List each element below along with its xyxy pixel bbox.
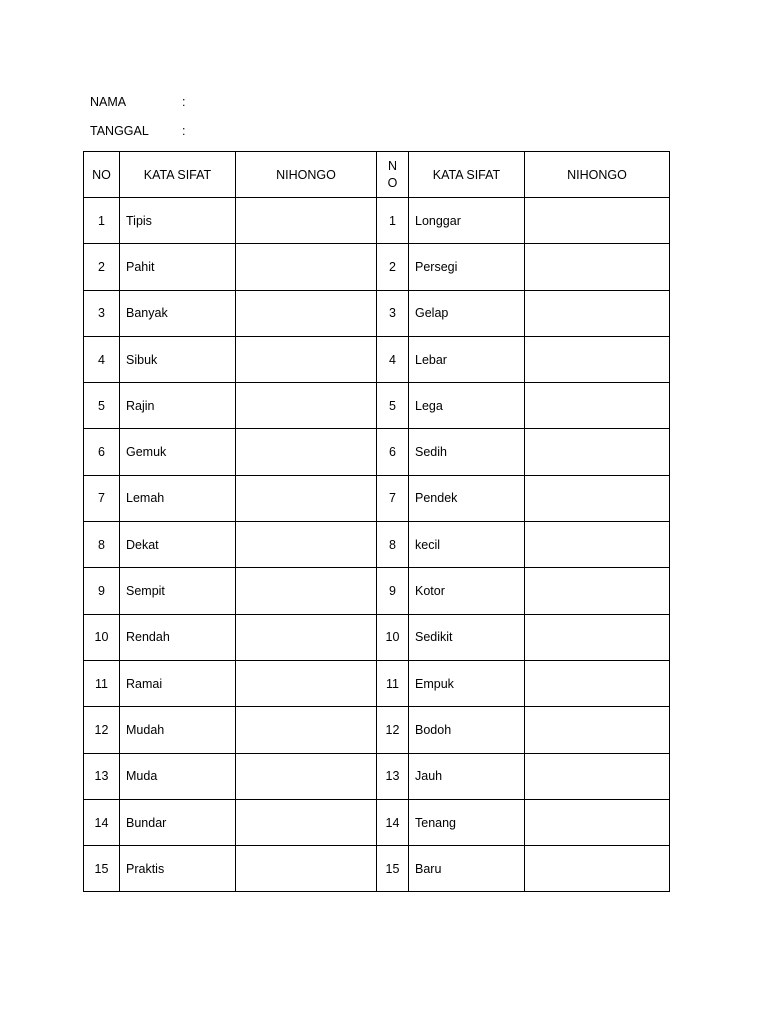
table-row (84, 244, 670, 290)
row-number: 13 (84, 753, 120, 799)
kata-sifat-cell: Muda (120, 753, 236, 799)
kata-sifat-cell: Bundar (120, 799, 236, 845)
table-row (84, 753, 670, 799)
nihongo-answer-cell-2[interactable] (525, 290, 670, 336)
row-number-2: 7 (377, 475, 409, 521)
header-kata-sifat-2: KATA SIFAT (409, 152, 525, 198)
nihongo-answer-cell-2[interactable] (525, 198, 670, 244)
row-number: 11 (84, 660, 120, 706)
kata-sifat-cell-2: Gelap (409, 290, 525, 336)
nihongo-answer-cell-2[interactable] (525, 846, 670, 892)
nihongo-answer-cell[interactable] (236, 660, 377, 706)
header-nihongo: NIHONGO (236, 152, 377, 198)
nama-colon: : (182, 95, 186, 109)
header-nihongo-2: NIHONGO (525, 152, 670, 198)
kata-sifat-cell-2: Kotor (409, 568, 525, 614)
table-header-row (84, 152, 670, 198)
kata-sifat-cell: Rajin (120, 383, 236, 429)
kata-sifat-cell-2: Lebar (409, 336, 525, 382)
row-number-2: 2 (377, 244, 409, 290)
row-number: 9 (84, 568, 120, 614)
row-number-2: 5 (377, 383, 409, 429)
row-number-2: 4 (377, 336, 409, 382)
kata-sifat-cell-2: kecil (409, 522, 525, 568)
nihongo-answer-cell[interactable] (236, 753, 377, 799)
table-row (84, 522, 670, 568)
nihongo-answer-cell[interactable] (236, 198, 377, 244)
tanggal-row (90, 124, 185, 138)
row-number: 12 (84, 707, 120, 753)
table-row (84, 799, 670, 845)
nihongo-answer-cell-2[interactable] (525, 244, 670, 290)
row-number-2: 14 (377, 799, 409, 845)
row-number: 5 (84, 383, 120, 429)
row-number-2: 10 (377, 614, 409, 660)
kata-sifat-cell: Lemah (120, 475, 236, 521)
row-number: 15 (84, 846, 120, 892)
kata-sifat-cell-2: Pendek (409, 475, 525, 521)
nihongo-answer-cell[interactable] (236, 475, 377, 521)
row-number-2: 12 (377, 707, 409, 753)
row-number: 2 (84, 244, 120, 290)
kata-sifat-cell: Gemuk (120, 429, 236, 475)
row-number-2: 15 (377, 846, 409, 892)
kata-sifat-cell-2: Baru (409, 846, 525, 892)
header-no-2 (377, 152, 409, 198)
row-number-2: 6 (377, 429, 409, 475)
row-number: 14 (84, 799, 120, 845)
kata-sifat-cell: Rendah (120, 614, 236, 660)
kata-sifat-cell-2: Longgar (409, 198, 525, 244)
table-row (84, 475, 670, 521)
nihongo-answer-cell-2[interactable] (525, 522, 670, 568)
kata-sifat-cell: Dekat (120, 522, 236, 568)
kata-sifat-cell-2: Tenang (409, 799, 525, 845)
nihongo-answer-cell-2[interactable] (525, 336, 670, 382)
header-no-2-n: N (387, 158, 398, 173)
table-row (84, 846, 670, 892)
kata-sifat-cell-2: Bodoh (409, 707, 525, 753)
nihongo-answer-cell[interactable] (236, 846, 377, 892)
row-number: 3 (84, 290, 120, 336)
nihongo-answer-cell[interactable] (236, 568, 377, 614)
table-row (84, 198, 670, 244)
kata-sifat-cell-2: Lega (409, 383, 525, 429)
kata-sifat-cell-2: Persegi (409, 244, 525, 290)
row-number: 4 (84, 336, 120, 382)
row-number: 7 (84, 475, 120, 521)
row-number: 6 (84, 429, 120, 475)
nihongo-answer-cell[interactable] (236, 522, 377, 568)
nihongo-answer-cell-2[interactable] (525, 799, 670, 845)
table-row (84, 568, 670, 614)
header-kata-sifat: KATA SIFAT (120, 152, 236, 198)
nama-row (90, 95, 185, 109)
nihongo-answer-cell[interactable] (236, 799, 377, 845)
row-number-2: 11 (377, 660, 409, 706)
row-number-2: 8 (377, 522, 409, 568)
nihongo-answer-cell-2[interactable] (525, 568, 670, 614)
table-row (84, 383, 670, 429)
row-number: 1 (84, 198, 120, 244)
kata-sifat-cell: Praktis (120, 846, 236, 892)
kata-sifat-cell-2: Empuk (409, 660, 525, 706)
kata-sifat-cell: Sibuk (120, 336, 236, 382)
table-row (84, 290, 670, 336)
nihongo-answer-cell[interactable] (236, 383, 377, 429)
nihongo-answer-cell[interactable] (236, 429, 377, 475)
table-row (84, 336, 670, 382)
kata-sifat-cell: Banyak (120, 290, 236, 336)
row-number-2: 13 (377, 753, 409, 799)
row-number-2: 1 (377, 198, 409, 244)
kata-sifat-cell: Mudah (120, 707, 236, 753)
nihongo-answer-cell-2[interactable] (525, 753, 670, 799)
row-number: 8 (84, 522, 120, 568)
tanggal-colon: : (182, 124, 186, 138)
kata-sifat-cell-2: Jauh (409, 753, 525, 799)
nihongo-answer-cell-2[interactable] (525, 475, 670, 521)
nihongo-answer-cell[interactable] (236, 290, 377, 336)
row-number: 10 (84, 614, 120, 660)
nihongo-answer-cell[interactable] (236, 614, 377, 660)
row-number-2: 3 (377, 290, 409, 336)
table-row (84, 707, 670, 753)
nihongo-answer-cell-2[interactable] (525, 383, 670, 429)
row-number-2: 9 (377, 568, 409, 614)
table-row (84, 429, 670, 475)
kata-sifat-cell-2: Sedih (409, 429, 525, 475)
kata-sifat-cell: Sempit (120, 568, 236, 614)
nihongo-answer-cell-2[interactable] (525, 660, 670, 706)
tanggal-label: TANGGAL (90, 124, 149, 138)
header-no-2-o: O (387, 175, 398, 190)
table-row (84, 614, 670, 660)
header-no: NO (84, 152, 120, 198)
nama-label: NAMA (90, 95, 127, 109)
table-row (84, 660, 670, 706)
kata-sifat-cell: Tipis (120, 198, 236, 244)
nihongo-answer-cell-2[interactable] (525, 707, 670, 753)
kata-sifat-cell: Pahit (120, 244, 236, 290)
nihongo-answer-cell-2[interactable] (525, 614, 670, 660)
nihongo-answer-cell[interactable] (236, 707, 377, 753)
kata-sifat-cell: Ramai (120, 660, 236, 706)
nihongo-answer-cell-2[interactable] (525, 429, 670, 475)
nihongo-answer-cell[interactable] (236, 336, 377, 382)
nihongo-answer-cell[interactable] (236, 244, 377, 290)
kata-sifat-cell-2: Sedikit (409, 614, 525, 660)
vocabulary-table (83, 151, 670, 892)
